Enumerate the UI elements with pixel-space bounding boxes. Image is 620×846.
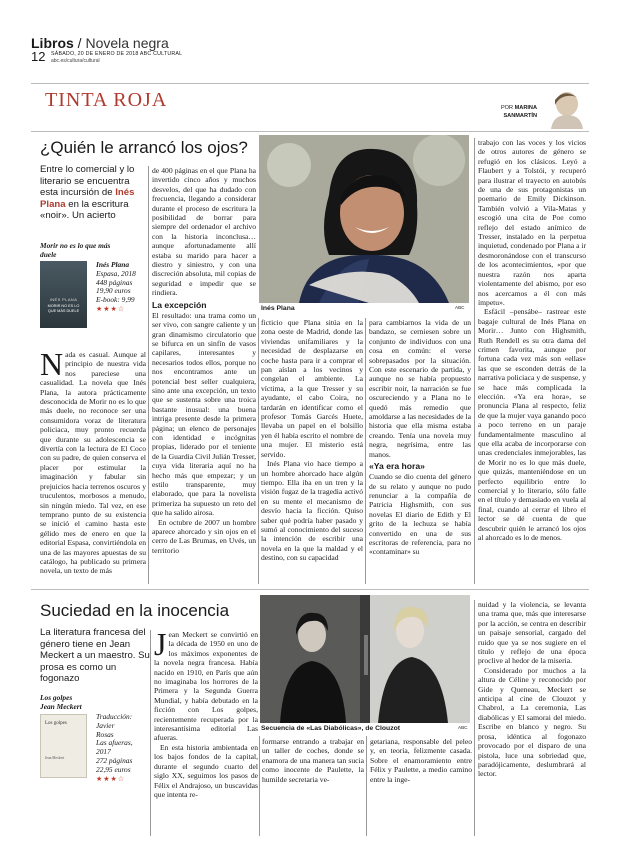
book2-author: Jean Meckert <box>40 701 82 711</box>
book1-details <box>96 261 152 314</box>
review2-col4 <box>478 600 586 779</box>
book1-title <box>40 242 148 260</box>
review1-col3 <box>261 318 363 563</box>
subsection-name: Novela negra <box>85 35 169 51</box>
book1-ebook: E-book: 9,99 <box>96 295 135 305</box>
book2-translator2: Rosas <box>96 729 114 739</box>
book2-cover <box>40 714 87 778</box>
author-photo-credit: ABC <box>455 305 465 310</box>
review2-col1-text: ean Meckert se convirtió en la década de 1950 en uno de los máximos exponentes de la novela negra francesa. Había nacido en 1910, en París que aún no imaginaba los horrores de la Primera y la Segunda Guerra Mundial, y había debutado en la ficción con Los golpes, recientemente recuperada por la interesantísima editorial Las afueras. <box>154 630 258 743</box>
review1-col2-head: La excepción <box>152 299 207 310</box>
review1-col4 <box>369 318 471 557</box>
book1-author: Inés Plana <box>96 260 130 269</box>
banner-rule-bottom <box>31 131 589 132</box>
col-rule <box>258 318 259 584</box>
book2-pages: 272 páginas <box>96 755 133 765</box>
column-title: TINTA ROJA <box>45 89 168 111</box>
film-still-caption: Secuencia de «Las Diabólicas», de Clouzot <box>261 725 401 732</box>
book1-price: 19,90 euros <box>96 286 131 296</box>
review1-col2-text: de 400 páginas en el que Plana ha invertido cinco años y muchos desvelos, del que ha dudado con frecuencia, llegando a considerar durante el proceso de escritura la posibilidad de borrar para siempre del ordenador el archivo con la historia inconclusa… aunque afortunadamente allí estaba su marido para hacer a diestro y siniestro, y con una discreción absoluta, mil copias de seguridad e impedir que se rindiera. <box>152 166 256 298</box>
review2-col3 <box>370 737 472 784</box>
review1-col1-text: ada es casual. Aunque al principio de nuestra vida nos pareciese una casualidad. La novela que Inés Plana, la autora prácticamente desconocida de Morir no es lo que más duele, no reconoce ser una consumidora voraz de literatura policiaca, muy pronto recuerda que durante su adolescencia se divertía con la lectura de El Coco con su padre, de quien conserva el placer por estimular la imaginación y fabular sin prejuicios hacia terrenos oscuros y truculentos, morbosos a menudo, sin ningún miedo. Tal vez, en ese temprano punto de su existencia se inició el camino hasta este gélido mes de enero en que la editorial Espasa, convirtiéndola en una de las mayores apuestas de su catálogo, ha publicado su primera novela, un texto de más <box>40 350 146 576</box>
author-photo <box>259 135 469 303</box>
col-rule <box>474 138 475 584</box>
review1-col3-text: ficticio que Plana sitúa en la zona oeste de Madrid, donde las viviendas unifamiliares y la necesidad de desplazarse en coche hasta para ir a comprar el pan aíslan a los vecinos y congelan el ambiente. La víctima, a la que Tresser y su ayudante, el cabo Coira, no tardarán en identificar como el profesor Tomás Garcés Huete, llevaba un papel en el bolsillo yen él había escrito el nombre de una mujer. El misterio está servido. <box>261 318 363 459</box>
review2-col4-text: nuidad y la violencia, se levanta una trama que, más que interesarse por la acción, se centra en describir un paisaje sensorial, cargado del ruido que ya se nos sugiere en el título y reflejo de una época proclive al hedor de la miseria. <box>478 600 586 666</box>
review2-col1-text2: En esta historia ambientada en los bajos fondos de la capital, durante el segundo cuarto del siglo XX, seguimos los pasos de Félix el Andrajoso, un buscavidas que intenta re- <box>154 742 258 799</box>
byline-prefix: POR <box>500 105 514 111</box>
review2-headline: Suciedad en la inocencia <box>40 601 230 620</box>
review1-col5-text: trabajo con las voces y los vicios de otros autores de género se refugió en los clásicos. Leyó a Flaubert y a Tolstói, y recuperó para ilustrar el trayecto en autobús de una de sus protagonistas un poemario de Emily Dickinson. También volvió a Vila-Matas y escogió una cita de Poe como reflejo del estado anímico de Tresser, instalado en la perpetua inquietud, condenado por Plana a ir desmoronándose con el transcurso de los acontecimientos, «por que nuestra razón nos aparta violentamente del abismo, por eso nos acercamos a él con más ímpetu». <box>478 138 586 307</box>
header-url[interactable]: abc.es/cultura/cultural <box>51 58 100 64</box>
book1-rating: ★★★☆ <box>96 304 126 313</box>
book2-cover-author: Jean Meckert <box>45 756 65 760</box>
section-title <box>31 35 169 51</box>
review2-dropcap: J <box>154 626 167 662</box>
review2-col1 <box>154 626 258 799</box>
review1-deck <box>40 164 146 222</box>
date-line: SÁBADO, 20 DE ENERO DE 2018 ABC CULTURAL <box>51 51 183 57</box>
review2-col4-text2: Considerado por muchos a la altura de Céline y reconocido por Gide y Queneau, Meckert se anticipa al cine de Clouzot y Chabrol, a La ceremonia, Las diabólicas y El samorai del miedo. Escribe en blanco y negro. Su prosa, idéntica al fogonazo provocado por el disparo de una pistola, luce una sobriedad que, paradójicamente, deslumbrará al lector. <box>478 665 586 779</box>
section-name: Libros <box>31 35 74 51</box>
author-photo-caption: Inés Plana <box>261 305 295 312</box>
byline-last: SANMARTÍN <box>503 112 537 119</box>
review1-col2-text3: En octubre de 2007 un hombre aparece ahorcado y sin ojos en el cerro de Las Brumas, en Uvés, un territorio <box>152 517 256 555</box>
col-rule <box>365 318 366 584</box>
book1-title-line1: Morir no es lo que más <box>40 241 111 250</box>
book2-cover-title: Los golpes <box>45 721 67 726</box>
review2-deck: La literatura francesa del género tiene en Jean Meckert a un maestro. Su prosa es como un fogonazo <box>40 627 150 685</box>
book1-cover <box>40 261 87 328</box>
book2-details <box>96 713 152 783</box>
review1-col4-head: «Ya era hora» <box>369 461 425 472</box>
deck-post: en la escritura «noir». Un acierto <box>40 198 129 222</box>
deck-pre: Entre lo comercial y lo literario se encuentra esta incursión de <box>40 164 135 199</box>
book1-publisher: Espasa, 2018 <box>96 268 136 278</box>
review1-dropcap: N <box>40 346 64 382</box>
column-byline <box>493 105 537 120</box>
banner-rule-top <box>31 83 589 84</box>
review1-col2-text2: El resultado: una trama como un ser vivo, con sangre caliente y un gran dinamismo circulatorio que se bifurca en un sinfín de vasos capilares, interesantes y necesarios todos ellos, porque no nos encontramos ante un potencial best seller cualquiera, sino ante una excepción, un texto que se sustenta sobre una troica bastante inusual: una buena intriga presente desde la primera página; un elenco de personajes con identidad e incógnitas propias, liderado por el teniente de la Guardia Civil Julián Tresser, cuya vida literaria aquí no ha hecho más que empezar; y un estilo transparente, muy elaborado, que para la novelista primeriza ha supuesto un reto del que ha salido airosa. <box>152 310 256 518</box>
book1-pages: 448 páginas <box>96 277 133 287</box>
review1-col2 <box>152 166 256 555</box>
col-rule <box>148 166 149 584</box>
section-separator: / <box>77 35 82 51</box>
book1-cover-author: INÉS PLANA <box>49 297 78 302</box>
review1-col5-text2: Esfácil –pensábe– rastrear este bagaje cultural de Inés Plana en Morir… Junto con Highsmith, Ruth Rendell es su otra dama del crimen favorita, aunque por fortuna cada vez más son «ellas» las que se esconden detrás de la narrativa policiaca y de suspense, y se hace más complicada la elección. «Ya era hora», se pronuncia Plana al respecto, feliz de que la mujer vaya ganando poco a poco terreno en un paraje fundamentalmente masculino al que ella acaba de incorporarse con unas credenciales inmejorables, las de Morir no es lo que más duele, que quizás, manteniéndose en un perfecto equilibrio entre lo comercial y lo literario, sólo falle en el título y demasiado en vuela al final, cuando al cerrar el libro el lector se dé cuenta de que descubrir quién le arrancó los ojos al ahorcado es lo de menos. <box>478 307 586 543</box>
film-still <box>260 595 470 723</box>
review1-headline: ¿Quién le arrancó los ojos? <box>40 138 248 157</box>
review1-col4-text: para cambiarnos la vida de un bandazo, se cerniesen sobre un conjunto de individuos con una cosa en común: el verse sobrepasados por la situación. Con este escenario de partida, y aunque no se había propuesto escribir noir, la narración se fue oscureciendo y a Plana no le quedó más remedio que amoldarse a las necesidades de la historia que ella misma estaba creando. Tenía una novela muy negra, negrísima, entre las manos. <box>369 318 471 459</box>
columnist-portrait <box>545 87 585 129</box>
book1-title-line2: duele <box>40 249 57 259</box>
col-rule <box>474 600 475 836</box>
book2-translator1: Javier <box>96 720 115 730</box>
review1-col1 <box>40 346 146 576</box>
book2-rating: ★★★☆ <box>96 774 126 783</box>
review1-col3-text2: Inés Plana vio hace tiempo a un hombre ahorcado hace algún tiempo. Ella iba en un tren y la visión fugaz de la tragedia activó en su mente el mecanismo de desvío hacia la ficción. Quiso saber qué podría haber pasado y sumó al conocimiento del suceso la intención de escribir una novela en la que la maldad y el destino, con su capacidad <box>261 459 363 563</box>
page-number: 12 <box>31 49 46 64</box>
col-rule <box>366 736 367 836</box>
review2-col2-text: formarse entrando a trabajar en un taller de coches, donde se enamora de una manera tan sucia como inocente de Paulette, la humilde secretaria ve- <box>262 737 364 784</box>
book2-year: 2017 <box>96 747 111 757</box>
review2-col2 <box>262 737 364 784</box>
review2-col3-text: getariana, responsable del peleo y, en teoría, felizmente casada. Sobre el enamoramiento entre Félix y Paulette, a medio camino entre la inge- <box>370 737 472 784</box>
book2-price: 22,95 euros <box>96 764 131 774</box>
book2-title: Los golpes <box>40 693 73 702</box>
book2-translation-label: Traducción: <box>96 712 133 721</box>
byline-first: MARINA <box>514 105 537 111</box>
review1-col4-text2: Cuando se dio cuenta del género de su relato y aunque no pudo renunciar a la compañía de Patricia Highsmith, con sus novelas El diario de Edith y El grito de la lechuza se había convertido en una de sus escritoras de referencia, para no «contaminar» su <box>369 472 471 557</box>
book1-cover-title: MORIR NO ES LO QUE MÁS DUELE <box>47 304 80 313</box>
review1-col5 <box>478 138 586 542</box>
film-still-credit: ABC <box>458 725 468 730</box>
book2-publisher: Las afueras, <box>96 738 133 748</box>
section-divider <box>31 589 589 590</box>
col-rule <box>150 630 151 836</box>
deck-name: Inés Plana <box>40 187 135 210</box>
col-rule <box>259 736 260 836</box>
book2-title-block <box>40 694 82 712</box>
